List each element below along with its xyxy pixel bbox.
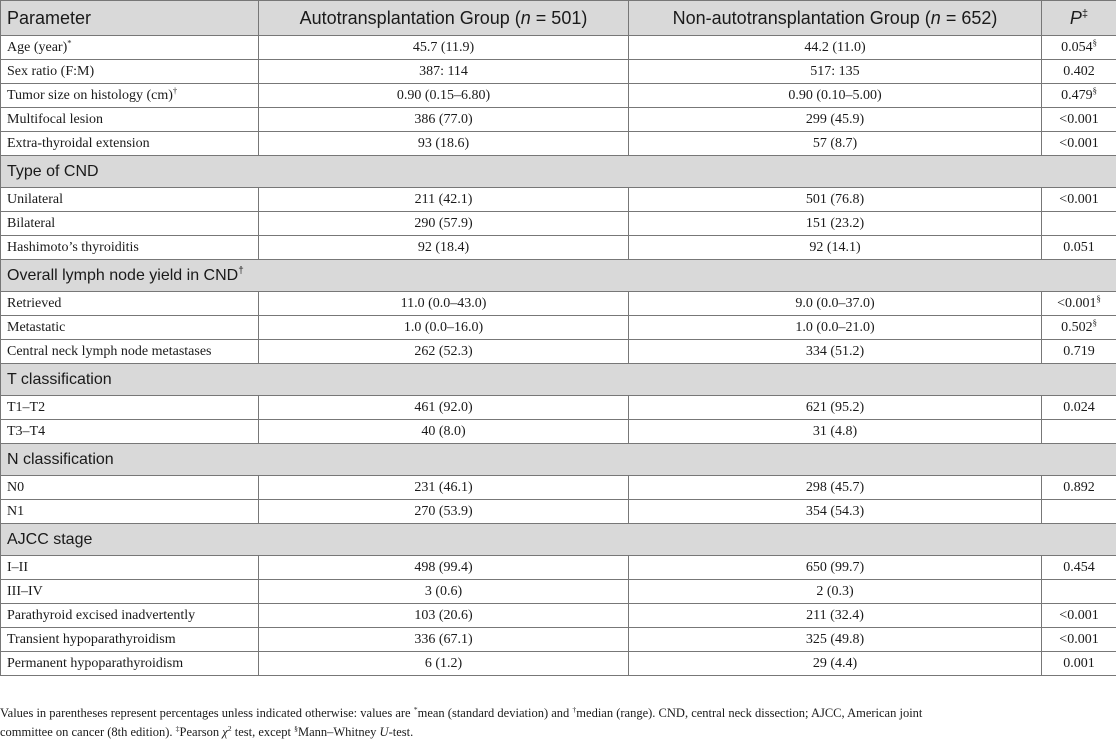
- section-title: N classification: [1, 444, 1116, 476]
- parameter-cell: Unilateral: [1, 188, 259, 212]
- parameter-cell: Metastatic: [1, 316, 259, 340]
- table-row: [1, 108, 1116, 132]
- table-header: [1, 1, 1116, 36]
- table-row: [1, 84, 1116, 108]
- p-value-cell: 0.402: [1042, 60, 1116, 84]
- p-value-cell: 0.054§: [1042, 36, 1116, 60]
- autotransplantation-value-cell: 3 (0.6): [259, 580, 629, 604]
- autotransplantation-value-cell: 270 (53.9): [259, 500, 629, 524]
- p-value-cell: <0.001: [1042, 628, 1116, 652]
- p-value-cell: 0.001: [1042, 652, 1116, 676]
- autotransplantation-value-cell: 262 (52.3): [259, 340, 629, 364]
- table-footnote: [0, 704, 1110, 742]
- parameter-cell: N1: [1, 500, 259, 524]
- section-header-row: [1, 156, 1116, 188]
- table-row: [1, 556, 1116, 580]
- parameter-cell: T3–T4: [1, 420, 259, 444]
- parameter-cell: Age (year)*: [1, 36, 259, 60]
- autotransplantation-value-cell: 45.7 (11.9): [259, 36, 629, 60]
- p-value-cell: <0.001: [1042, 188, 1116, 212]
- non-autotransplantation-value-cell: 9.0 (0.0–37.0): [629, 292, 1042, 316]
- p-value-cell: [1042, 212, 1116, 236]
- parameter-cell: Tumor size on histology (cm)†: [1, 84, 259, 108]
- autotransplantation-value-cell: 231 (46.1): [259, 476, 629, 500]
- non-autotransplantation-value-cell: 211 (32.4): [629, 604, 1042, 628]
- parameter-cell: Bilateral: [1, 212, 259, 236]
- non-autotransplantation-value-cell: 325 (49.8): [629, 628, 1042, 652]
- table-row: [1, 396, 1116, 420]
- parameter-cell: Central neck lymph node metastases: [1, 340, 259, 364]
- header-row: [1, 1, 1116, 36]
- non-autotransplantation-value-cell: 29 (4.4): [629, 652, 1042, 676]
- parameter-cell: Permanent hypoparathyroidism: [1, 652, 259, 676]
- p-value-cell: 0.454: [1042, 556, 1116, 580]
- table-row: [1, 316, 1116, 340]
- p-value-cell: <0.001: [1042, 132, 1116, 156]
- header-parameter: Parameter: [1, 1, 259, 36]
- section-title: Type of CND: [1, 156, 1116, 188]
- table-row: [1, 580, 1116, 604]
- header-p-value: P‡: [1042, 1, 1116, 36]
- autotransplantation-value-cell: 40 (8.0): [259, 420, 629, 444]
- table-row: [1, 500, 1116, 524]
- non-autotransplantation-value-cell: 650 (99.7): [629, 556, 1042, 580]
- table-row: [1, 188, 1116, 212]
- p-value-cell: 0.024: [1042, 396, 1116, 420]
- non-autotransplantation-value-cell: 44.2 (11.0): [629, 36, 1042, 60]
- parameter-cell: Multifocal lesion: [1, 108, 259, 132]
- table-row: [1, 292, 1116, 316]
- table-row: [1, 476, 1116, 500]
- autotransplantation-value-cell: 336 (67.1): [259, 628, 629, 652]
- non-autotransplantation-value-cell: 354 (54.3): [629, 500, 1042, 524]
- parameter-cell: Hashimoto’s thyroiditis: [1, 236, 259, 260]
- autotransplantation-value-cell: 386 (77.0): [259, 108, 629, 132]
- parameter-cell: Transient hypoparathyroidism: [1, 628, 259, 652]
- p-value-cell: 0.051: [1042, 236, 1116, 260]
- p-value-cell: 0.479§: [1042, 84, 1116, 108]
- table-row: [1, 628, 1116, 652]
- non-autotransplantation-value-cell: 298 (45.7): [629, 476, 1042, 500]
- autotransplantation-value-cell: 103 (20.6): [259, 604, 629, 628]
- table-row: [1, 212, 1116, 236]
- section-title: AJCC stage: [1, 524, 1116, 556]
- parameter-cell: N0: [1, 476, 259, 500]
- parameter-cell: Sex ratio (F:M): [1, 60, 259, 84]
- p-value-cell: [1042, 420, 1116, 444]
- section-title: Overall lymph node yield in CND†: [1, 260, 1116, 292]
- p-value-cell: 0.892: [1042, 476, 1116, 500]
- autotransplantation-value-cell: 290 (57.9): [259, 212, 629, 236]
- non-autotransplantation-value-cell: 31 (4.8): [629, 420, 1042, 444]
- autotransplantation-value-cell: 387: 114: [259, 60, 629, 84]
- section-header-row: [1, 260, 1116, 292]
- table-row: [1, 236, 1116, 260]
- non-autotransplantation-value-cell: 517: 135: [629, 60, 1042, 84]
- p-value-cell: [1042, 500, 1116, 524]
- parameter-cell: T1–T2: [1, 396, 259, 420]
- footnote-line-2: committee on cancer (8th edition). ‡Pearson $\chi^2$ test, except §Mann–Whitney U-test.: [0, 723, 414, 739]
- p-value-cell: [1042, 580, 1116, 604]
- parameter-cell: Parathyroid excised inadvertently: [1, 604, 259, 628]
- table-row: [1, 340, 1116, 364]
- section-header-row: [1, 444, 1116, 476]
- p-value-cell: <0.001§: [1042, 292, 1116, 316]
- p-value-cell: <0.001: [1042, 108, 1116, 132]
- non-autotransplantation-value-cell: 151 (23.2): [629, 212, 1042, 236]
- autotransplantation-value-cell: 461 (92.0): [259, 396, 629, 420]
- autotransplantation-value-cell: 6 (1.2): [259, 652, 629, 676]
- non-autotransplantation-value-cell: 92 (14.1): [629, 236, 1042, 260]
- p-value-cell: <0.001: [1042, 604, 1116, 628]
- p-value-cell: 0.719: [1042, 340, 1116, 364]
- table-row: [1, 652, 1116, 676]
- non-autotransplantation-value-cell: 334 (51.2): [629, 340, 1042, 364]
- non-autotransplantation-value-cell: 2 (0.3): [629, 580, 1042, 604]
- header-autotransplantation-group: Autotransplantation Group (n = 501): [259, 1, 629, 36]
- autotransplantation-value-cell: 11.0 (0.0–43.0): [259, 292, 629, 316]
- autotransplantation-value-cell: 498 (99.4): [259, 556, 629, 580]
- section-header-row: [1, 364, 1116, 396]
- parameter-cell: Retrieved: [1, 292, 259, 316]
- autotransplantation-value-cell: 211 (42.1): [259, 188, 629, 212]
- table-row: [1, 604, 1116, 628]
- parameter-cell: Extra-thyroidal extension: [1, 132, 259, 156]
- table-row: [1, 132, 1116, 156]
- table-row: [1, 36, 1116, 60]
- parameter-cell: I–II: [1, 556, 259, 580]
- non-autotransplantation-value-cell: 1.0 (0.0–21.0): [629, 316, 1042, 340]
- autotransplantation-value-cell: 92 (18.4): [259, 236, 629, 260]
- autotransplantation-value-cell: 93 (18.6): [259, 132, 629, 156]
- table-row: [1, 420, 1116, 444]
- footnote-line-1: Values in parentheses represent percentages unless indicated otherwise: values are *mean (standard deviation) and †median (range). CND, central neck dissection; AJCC, American joint: [0, 704, 923, 720]
- header-non-autotransplantation-group: Non-autotransplantation Group (n = 652): [629, 1, 1042, 36]
- table-body: [1, 36, 1116, 676]
- autotransplantation-value-cell: 1.0 (0.0–16.0): [259, 316, 629, 340]
- p-value-cell: 0.502§: [1042, 316, 1116, 340]
- non-autotransplantation-value-cell: 57 (8.7): [629, 132, 1042, 156]
- non-autotransplantation-value-cell: 0.90 (0.10–5.00): [629, 84, 1042, 108]
- non-autotransplantation-value-cell: 299 (45.9): [629, 108, 1042, 132]
- non-autotransplantation-value-cell: 621 (95.2): [629, 396, 1042, 420]
- autotransplantation-value-cell: 0.90 (0.15–6.80): [259, 84, 629, 108]
- table-row: [1, 60, 1116, 84]
- section-header-row: [1, 524, 1116, 556]
- section-title: T classification: [1, 364, 1116, 396]
- parameter-cell: III–IV: [1, 580, 259, 604]
- non-autotransplantation-value-cell: 501 (76.8): [629, 188, 1042, 212]
